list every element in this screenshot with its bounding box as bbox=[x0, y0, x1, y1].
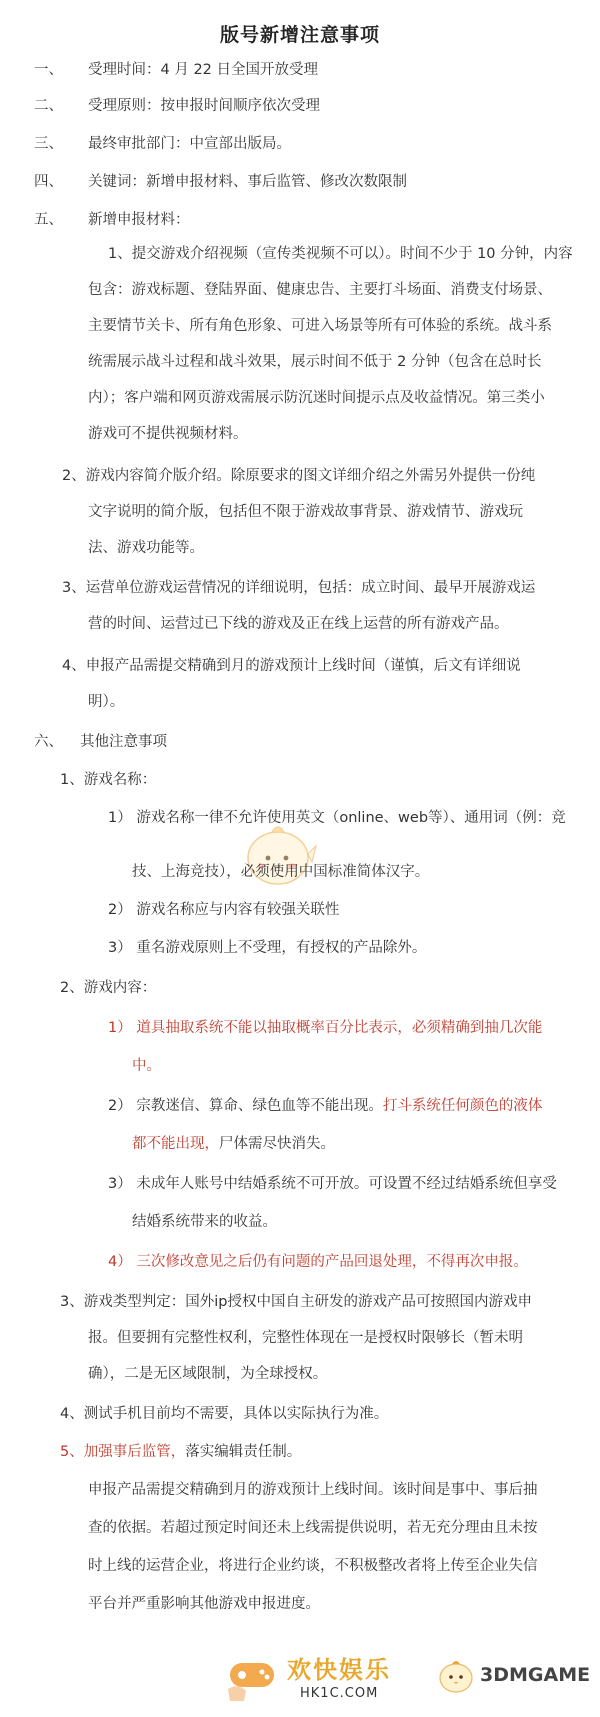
section-number: 三、 bbox=[34, 136, 63, 152]
item-line-highlight: 4） 三次修改意见之后仍有问题的产品回退处理，不得再次申报。 bbox=[108, 1254, 528, 1270]
item-line: 内）；客户端和网页游戏需展示防沉迷时间提示点及收益情况。第三类小 bbox=[88, 390, 545, 406]
item-text-highlight: 5、加强事后监管， bbox=[60, 1444, 186, 1460]
brand-logo-text: 欢快娱乐 bbox=[287, 1656, 391, 1684]
item-line: 时上线的运营企业，将进行企业约谈，不积极整改者将上传至企业失信 bbox=[88, 1558, 538, 1574]
section-number: 二、 bbox=[34, 98, 63, 114]
item-line: 2、游戏内容简介版介绍。除原要求的图文详细介绍之外需另外提供一份纯 bbox=[62, 468, 536, 484]
section-text: 受理时间：4 月 22 日全国开放受理 bbox=[88, 62, 319, 78]
item-line: 查的依据。若超过预定时间还未上线需提供说明，若无充分理由且未按 bbox=[88, 1520, 538, 1536]
item-line bbox=[60, 1442, 301, 1462]
section-text: 最终审批部门：中宣部出版局。 bbox=[88, 136, 291, 152]
item-line: 4、测试手机目前均不需要，具体以实际执行为准。 bbox=[60, 1406, 389, 1422]
item-line: 结婚系统带来的收益。 bbox=[132, 1214, 277, 1230]
item-line: 文字说明的简介版，包括但不限于游戏故事背景、游戏情节、游戏玩 bbox=[88, 504, 523, 520]
item-line: 游戏可不提供视频材料。 bbox=[88, 426, 248, 442]
item-line: 1） 游戏名称一律不允许使用英文（online、web等）、通用词（例：竞 bbox=[108, 810, 566, 826]
subsection-title: 2、游戏内容： bbox=[60, 980, 157, 996]
item-text-highlight: 打斗系统任何颜色的液体 bbox=[382, 1098, 543, 1114]
item-line: 3、游戏类型判定：国外ip授权中国自主研发的游戏产品可按照国内游戏申 bbox=[60, 1294, 532, 1310]
item-text: 落实编辑责任制。 bbox=[185, 1444, 302, 1460]
section-number: 五、 bbox=[34, 212, 63, 228]
item-line: 营的时间、运营过已下线的游戏及正在线上运营的所有游戏产品。 bbox=[88, 616, 509, 632]
item-text: 尸体需尽快消失。 bbox=[219, 1136, 335, 1152]
item-line: 技、上海竞技），必须使用中国标准简体汉字。 bbox=[132, 864, 430, 880]
section-text: 新增申报材料： bbox=[88, 212, 190, 228]
item-line: 确），二是无区域限制，为全球授权。 bbox=[88, 1366, 328, 1382]
item-line: 2） 游戏名称应与内容有较强关联性 bbox=[108, 902, 340, 918]
item-line: 法、游戏功能等。 bbox=[88, 540, 204, 556]
item-line: 3） 未成年人账号中结婚系统不可开放。可设置不经过结婚系统但享受 bbox=[108, 1176, 557, 1192]
item-line: 申报产品需提交精确到月的游戏预计上线时间。该时间是事中、事后抽 bbox=[88, 1482, 538, 1498]
item-line: 3、运营单位游戏运营情况的详细说明，包括：成立时间、最早开展游戏运 bbox=[62, 580, 536, 596]
section-text: 关键词：新增申报材料、事后监管、修改次数限制 bbox=[88, 174, 407, 190]
section-text: 其他注意事项 bbox=[80, 734, 167, 750]
item-line: 报。但要拥有完整性权利，完整性体现在一是授权时限够长（暂未明 bbox=[88, 1330, 523, 1346]
section-number: 一、 bbox=[34, 62, 63, 78]
item-line: 主要情节关卡、所有角色形象、可进入场景等所有可体验的系统。战斗系 bbox=[88, 318, 552, 334]
section-number: 六、 bbox=[34, 734, 63, 750]
page-title: 版号新增注意事项 bbox=[219, 24, 380, 46]
item-line-highlight: 中。 bbox=[132, 1058, 161, 1074]
section-text: 受理原则：按申报时间顺序依次受理 bbox=[88, 98, 320, 114]
item-line: 3） 重名游戏原则上不受理，有授权的产品除外。 bbox=[108, 940, 427, 956]
item-line: 包含：游戏标题、登陆界面、健康忠告、主要打斗场面、消费支付场景、 bbox=[88, 282, 552, 298]
item-line bbox=[132, 1134, 335, 1154]
chick-mascot-logo-icon bbox=[436, 1656, 476, 1696]
brand-logo-text: 3DMGAME bbox=[480, 1664, 591, 1686]
section-number: 四、 bbox=[34, 174, 63, 190]
gamepad-hand-logo-icon bbox=[222, 1645, 282, 1705]
item-line: 1、提交游戏介绍视频（宣传类视频不可以）。时间不少于 10 分钟，内容 bbox=[108, 246, 573, 262]
item-line: 明）。 bbox=[88, 694, 125, 710]
item-line: 平台并严重影响其他游戏申报进度。 bbox=[88, 1596, 320, 1612]
item-line: 4、申报产品需提交精确到月的游戏预计上线时间（谨慎，后文有详细说 bbox=[62, 658, 521, 674]
subsection-title: 1、游戏名称： bbox=[60, 772, 157, 788]
brand-logo-subtext: HK1C.COM bbox=[300, 1686, 379, 1701]
item-line bbox=[108, 1096, 542, 1116]
item-text: 2） 宗教迷信、算命、绿色血等不能出现。 bbox=[108, 1098, 383, 1114]
item-line: 统需展示战斗过程和战斗效果，展示时间不低于 2 分钟（包含在总时长 bbox=[88, 354, 542, 370]
item-line-highlight: 1） 道具抽取系统不能以抽取概率百分比表示，必须精确到抽几次能 bbox=[108, 1020, 543, 1036]
item-text-highlight: 都不能出现， bbox=[132, 1136, 219, 1152]
